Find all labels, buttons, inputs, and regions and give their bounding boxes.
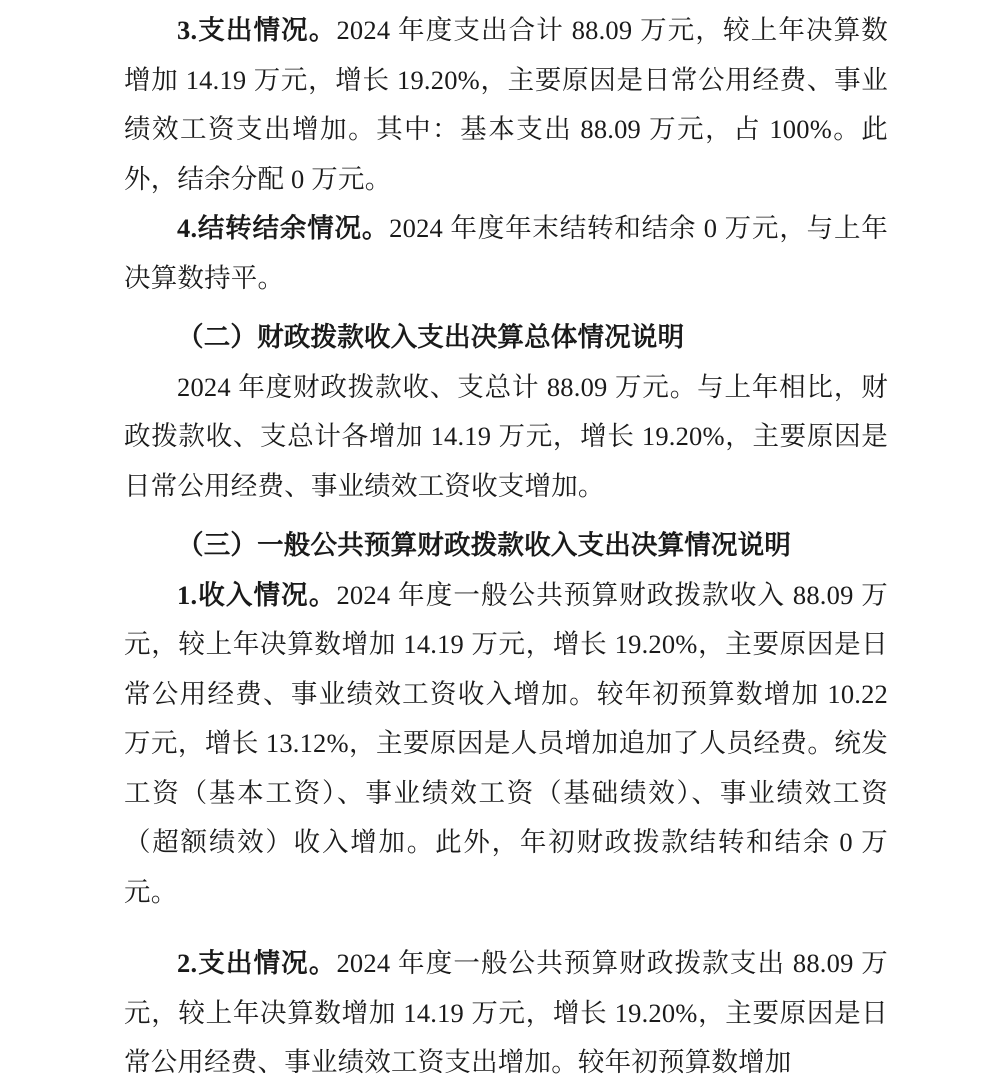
paragraph-general-budget-income (124, 571, 888, 918)
heading-fiscal-appropriation-overview: （二）财政拨款收入支出决算总体情况说明 (177, 322, 685, 352)
spacer-before-heading-3 (124, 511, 888, 521)
paragraph-lead-4: 4.结转结余情况。 (177, 213, 390, 243)
heading-general-public-budget: （三）一般公共预算财政拨款收入支出决算情况说明 (177, 530, 792, 560)
spacer-before-heading-2 (124, 303, 888, 313)
paragraph-lead-expenditure: 2.支出情况。 (177, 948, 337, 978)
paragraph-carryover-summary (124, 204, 888, 303)
paragraph-general-budget-expenditure (124, 939, 888, 1088)
spacer-before-expenditure (124, 917, 888, 939)
paragraph-body-income: 2024 年度一般公共预算财政拨款收入 88.09 万元，较上年决算数增加 14.19 万元，增长 19.20%，主要原因是日常公用经费、事业绩效工资收入增加。较年初预算数增加 10.22 万元，增长 13.12%，主要原因是人员增加追加了人员经费。统发工资（基本工资）、事业绩效工资（基础绩效）、事业绩效工资（超额绩效）收入增加。此外，年初财政拨款结转和结余 0 万元。 (124, 579, 888, 907)
paragraph-body-4: 2024 年度年末结转和结余 0 万元，与上年决算数持平。 (124, 213, 888, 293)
paragraph-lead-income: 1.收入情况。 (177, 579, 337, 610)
paragraph-body-expenditure: 2024 年度一般公共预算财政拨款支出 88.09 万元，较上年决算数增加 14.19 万元，增长 19.20%，主要原因是日常公用经费、事业绩效工资支出增加。较年初预算数增加 (124, 948, 888, 1077)
paragraph-lead-3: 3.支出情况。 (177, 15, 337, 45)
paragraph-body-3: 2024 年度支出合计 88.09 万元，较上年决算数增加 14.19 万元，增长 19.20%，主要原因是日常公用经费、事业绩效工资支出增加。其中：基本支出 88.09 万元，占 100%。此外，结余分配 0 万元。 (124, 15, 888, 194)
paragraph-expenditure-summary (124, 6, 888, 204)
paragraph-fiscal-appropriation-overview-body: 2024 年度财政拨款收、支总计 88.09 万元。与上年相比，财政拨款收、支总计各增加 14.19 万元，增长 19.20%，主要原因是日常公用经费、事业绩效工资收支增加。 (124, 371, 888, 501)
